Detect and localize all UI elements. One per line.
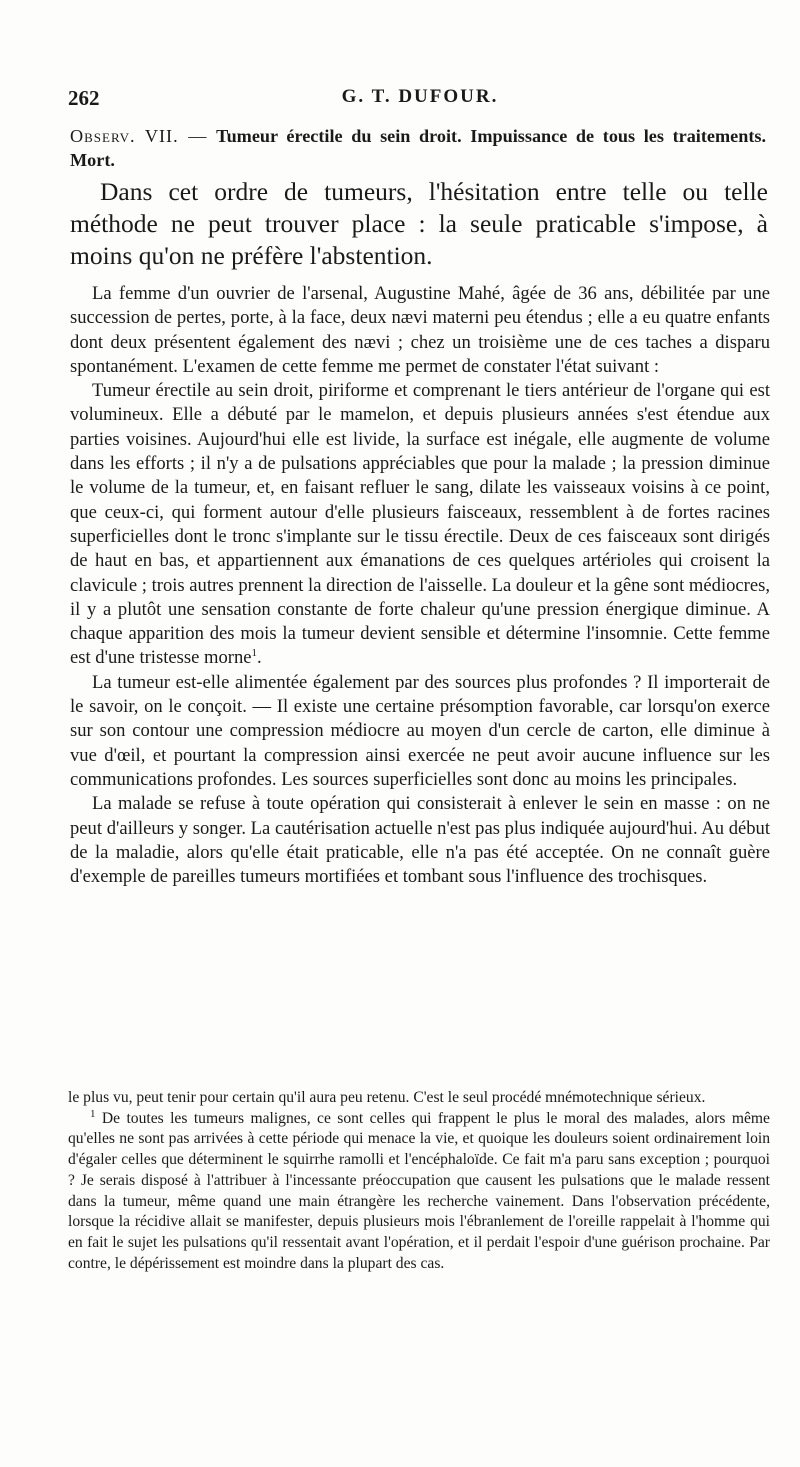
paragraph-3: La tumeur est-elle alimentée également par des sources plus profondes ? Il importerait de le savoir, on le conçoit. — Il existe une certaine présomption favorable, car lorsqu'on exerce sur son contour une compression médiocre au moyen d'un cercle de carton, elle diminue à vue d'œil, et pourtant la compression ainsi exercée ne peut avoir aucune influence sur les communications profondes. Les sources superficielles sont donc au moins les principales. (70, 671, 770, 790)
observation-title (70, 124, 766, 172)
page-number: 262 (68, 86, 100, 110)
paragraph-2-end: . (257, 647, 262, 669)
footnote-1 (68, 1109, 770, 1275)
footnotes (68, 1088, 770, 1274)
intro-paragraph: Dans cet ordre de tumeurs, l'hésitation entre telle ou telle méthode ne peut trouver place : la seule praticable s'impose, à moins qu'on ne préfère l'abstention. (70, 177, 768, 270)
paragraph-4: La malade se refuse à toute opération qui consisterait à enlever le sein en masse : on ne peut d'ailleurs y songer. La cautérisation actuelle n'est pas plus indiquée aujourd'hui. Au début de la maladie, alors qu'elle était praticable, elle n'a pas été acceptée. On ne connaît guère d'exemple de pareilles tumeurs mortifiées et tombant sous l'influence des trochisques. (70, 793, 770, 888)
footnote-ref-1: 1 (251, 647, 257, 660)
observation-number: Observ. VII. — (70, 126, 208, 146)
observation-heading: Tumeur érectile du sein droit. Impuissance de tous les traitements. Mort. (70, 126, 766, 170)
page-header (68, 86, 752, 114)
footnote-marker-1: 1 (90, 1107, 96, 1120)
footnote-continuation: le plus vu, peut tenir pour certain qu'il aura peu retenu. C'est le seul procédé mnémotechnique sérieux. (68, 1089, 706, 1106)
footnote-1-text: De toutes les tumeurs malignes, ce sont celles qui frappent le plus le moral des malades, alors même qu'elles ne sont pas arrivées à cette période qui menace la vie, et quoique les douleurs soient ordinairement loin d'égaler celles que déterminent le squirrhe ramolli et l'encéphaloïde. Ce fait m'a paru sans exception ; pourquoi ? Je serais disposé à l'attribuer à l'incessante préoccupation que causent les pulsations que le malade ressent dans la tumeur, même quand une main étrangère les recherche vainement. Dans l'observation précédente, lorsque la récidive allait se manifester, depuis plusieurs mois l'ébranlement de l'oreille rappelait à l'homme qui en fait le sujet les pulsations qu'il ressentait avant l'opération, et il perdait l'espoir d'une guérison prochaine. Par contre, le dépérissement est moindre dans la plupart des cas. (68, 1109, 770, 1272)
body-text (70, 282, 770, 889)
paragraph-2-text: Tumeur érectile au sein droit, piriforme et comprenant le tiers antérieur de l'organe qui est volumineux. Elle a débuté par le mamelon, et depuis plusieurs années s'est étendue aux parties voisines. Aujourd'hui elle est livide, la surface est inégale, elle augmente de volume dans les efforts ; il n'y a de pulsations appréciables que pour la malade ; la pression diminue le volume de la tumeur, et, en faisant refluer le sang, dilate les vaisseaux voisins à ce point, que ceux-ci, qui forment autour d'elle plusieurs faisceaux, ressemblent à de fortes racines superficielles dont le tronc s'implante sur le tissu érectile. Deux de ces faisceaux sont dirigés de haut en bas, et appartiennent aux émanations de ces quelques artérioles qui croisent la clavicule ; trois autres prennent la direction de l'aisselle. La douleur et la gêne sont médiocres, il y a plutôt une sensation constante de forte chaleur qu'une pression énergique diminue. A chaque apparition des mois la tumeur devient sensible et détermine l'insomnie. Cette femme est d'une tristesse morne (70, 380, 770, 669)
running-head: G. T. DUFOUR. (341, 86, 499, 107)
paragraph-2 (70, 379, 770, 671)
paragraph-1: La femme d'un ouvrier de l'arsenal, Augustine Mahé, âgée de 36 ans, débilitée par une succession de pertes, porte, à la face, deux nævi materni peu étendus ; elle a eu quatre enfants dont deux présentent également des nævi ; chez un troisième une de ces taches a disparu spontanément. L'examen de cette femme me permet de constater l'état suivant : (70, 283, 770, 377)
